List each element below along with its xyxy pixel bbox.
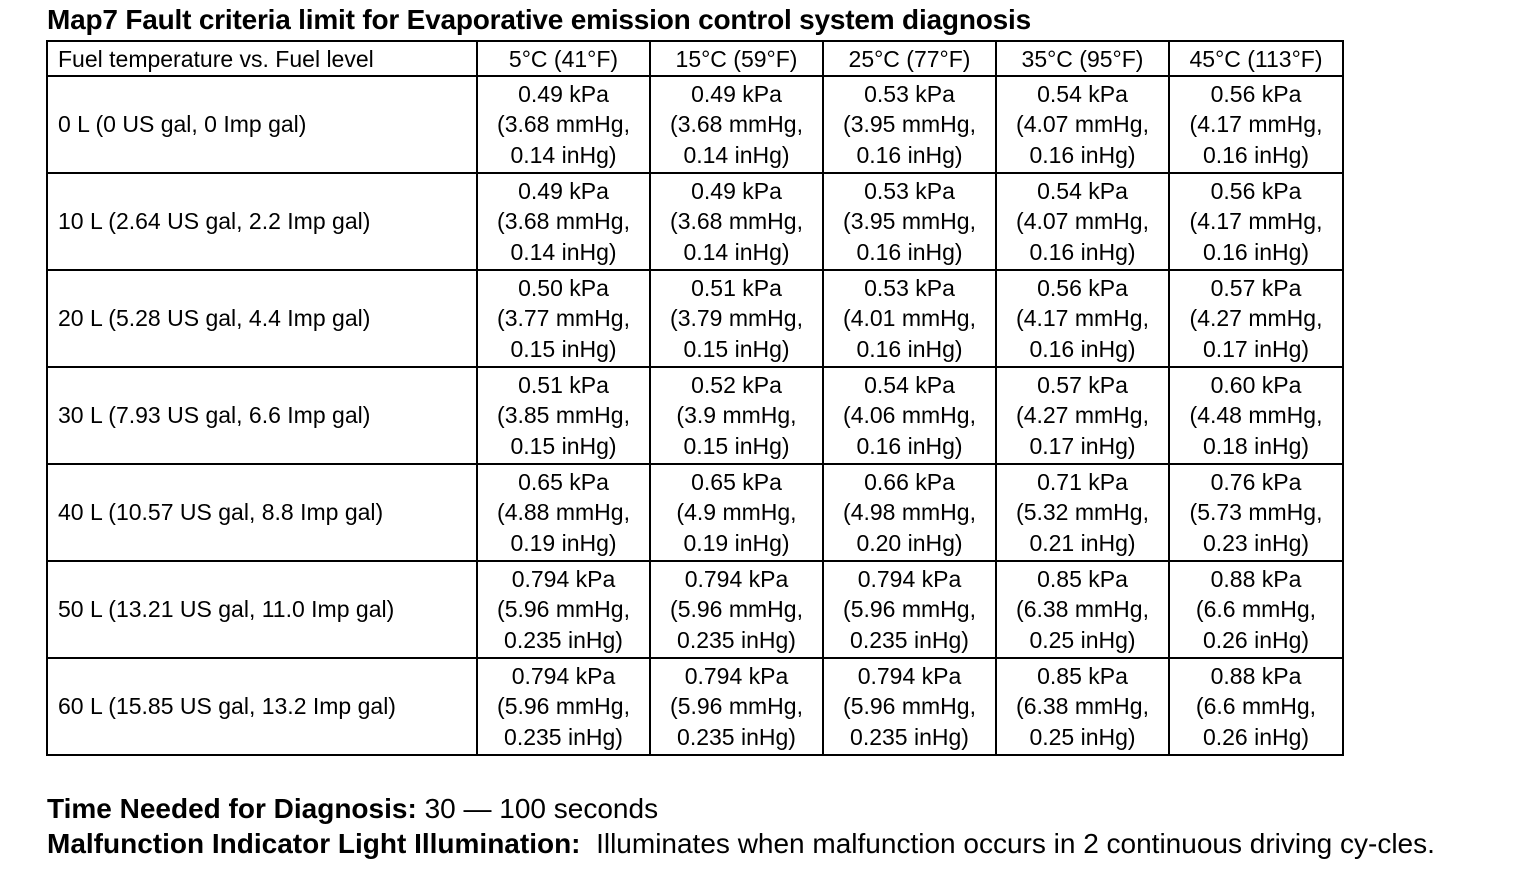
kpa-value: 0.50 kPa <box>518 274 609 301</box>
pressure-limit-cell <box>650 76 823 173</box>
kpa-value: 0.794 kPa <box>684 565 789 592</box>
kpa-value: 0.794 kPa <box>684 662 789 689</box>
mil-illumination-label: Malfunction Indicator Light Illumination: <box>47 828 581 859</box>
kpa-value: 0.53 kPa <box>864 80 955 107</box>
pressure-limit-cell <box>650 173 823 270</box>
diagnosis-notes <box>47 791 1507 861</box>
corner-header: Fuel temperature vs. Fuel level <box>47 41 477 76</box>
inhg-value: 0.25 inHg) <box>1029 723 1136 750</box>
inhg-value: 0.26 inHg) <box>1202 626 1310 653</box>
mmhg-value: (4.27 mmHg, <box>1189 305 1323 332</box>
mmhg-value: (4.27 mmHg, <box>1016 402 1149 429</box>
pressure-limit-cell <box>477 561 650 658</box>
kpa-value: 0.51 kPa <box>691 274 782 301</box>
time-needed-value: 30 — 100 seconds <box>416 793 659 824</box>
fault-criteria-table <box>46 40 1344 756</box>
pressure-limit-cell <box>1169 76 1343 173</box>
mmhg-value: (4.48 mmHg, <box>1189 402 1323 429</box>
table-row <box>47 464 1343 561</box>
pressure-limit-cell <box>477 76 650 173</box>
mmhg-value: (5.96 mmHg, <box>497 693 630 720</box>
column-header: 15°C (59°F) <box>650 41 823 76</box>
mmhg-value: (5.73 mmHg, <box>1189 499 1323 526</box>
kpa-value: 0.54 kPa <box>1037 80 1128 107</box>
kpa-value: 0.60 kPa <box>1210 371 1302 398</box>
inhg-value: 0.19 inHg) <box>683 529 790 556</box>
pressure-limit-cell <box>996 367 1169 464</box>
mmhg-value: (3.68 mmHg, <box>497 111 630 138</box>
inhg-value: 0.18 inHg) <box>1202 432 1310 459</box>
kpa-value: 0.794 kPa <box>511 565 616 592</box>
column-header: 25°C (77°F) <box>823 41 996 76</box>
kpa-value: 0.54 kPa <box>864 371 955 398</box>
mmhg-value: (5.96 mmHg, <box>670 693 803 720</box>
inhg-value: 0.16 inHg) <box>1202 141 1310 168</box>
inhg-value: 0.16 inHg) <box>856 432 963 459</box>
pressure-limit-cell <box>650 270 823 367</box>
inhg-value: 0.15 inHg) <box>683 335 790 362</box>
kpa-value: 0.85 kPa <box>1037 662 1128 689</box>
mmhg-value: (4.07 mmHg, <box>1016 111 1149 138</box>
mmhg-value: (3.95 mmHg, <box>843 111 976 138</box>
pressure-limit-cell <box>650 464 823 561</box>
kpa-value: 0.794 kPa <box>511 662 616 689</box>
inhg-value: 0.23 inHg) <box>1202 529 1310 556</box>
pressure-limit-cell <box>996 561 1169 658</box>
table-row <box>47 270 1343 367</box>
pressure-limit-cell <box>1169 173 1343 270</box>
pressure-limit-cell <box>823 561 996 658</box>
kpa-value: 0.54 kPa <box>1037 177 1128 204</box>
mmhg-value: (4.98 mmHg, <box>843 499 976 526</box>
kpa-value: 0.88 kPa <box>1210 662 1302 689</box>
kpa-value: 0.66 kPa <box>864 468 955 495</box>
kpa-value: 0.76 kPa <box>1210 468 1302 495</box>
kpa-value: 0.52 kPa <box>691 371 782 398</box>
inhg-value: 0.16 inHg) <box>1029 141 1136 168</box>
table-body <box>47 76 1343 755</box>
pressure-limit-cell <box>996 270 1169 367</box>
kpa-value: 0.65 kPa <box>691 468 782 495</box>
kpa-value: 0.71 kPa <box>1037 468 1128 495</box>
kpa-value: 0.57 kPa <box>1210 274 1302 301</box>
mmhg-value: (6.6 mmHg, <box>1195 693 1317 720</box>
fuel-level-label: 0 L (0 US gal, 0 Imp gal) <box>47 76 477 173</box>
pressure-limit-cell <box>996 173 1169 270</box>
inhg-value: 0.14 inHg) <box>510 238 617 265</box>
inhg-value: 0.26 inHg) <box>1202 723 1310 750</box>
kpa-value: 0.49 kPa <box>518 177 609 204</box>
pressure-limit-cell <box>1169 270 1343 367</box>
table-row <box>47 658 1343 755</box>
kpa-value: 0.56 kPa <box>1037 274 1128 301</box>
fuel-level-label: 40 L (10.57 US gal, 8.8 Imp gal) <box>47 464 477 561</box>
pressure-limit-cell <box>823 76 996 173</box>
inhg-value: 0.19 inHg) <box>510 529 617 556</box>
inhg-value: 0.20 inHg) <box>856 529 963 556</box>
inhg-value: 0.235 inHg) <box>850 626 969 653</box>
kpa-value: 0.88 kPa <box>1210 565 1302 592</box>
pressure-limit-cell <box>996 464 1169 561</box>
mmhg-value: (5.96 mmHg, <box>843 596 976 623</box>
pressure-limit-cell <box>477 173 650 270</box>
fuel-level-label: 20 L (5.28 US gal, 4.4 Imp gal) <box>47 270 477 367</box>
pressure-limit-cell <box>1169 464 1343 561</box>
inhg-value: 0.16 inHg) <box>1029 335 1136 362</box>
kpa-value: 0.49 kPa <box>691 80 782 107</box>
fuel-level-label: 10 L (2.64 US gal, 2.2 Imp gal) <box>47 173 477 270</box>
kpa-value: 0.794 kPa <box>857 565 962 592</box>
table-row <box>47 561 1343 658</box>
pressure-limit-cell <box>650 561 823 658</box>
inhg-value: 0.15 inHg) <box>683 432 790 459</box>
fuel-level-label: 50 L (13.21 US gal, 11.0 Imp gal) <box>47 561 477 658</box>
inhg-value: 0.15 inHg) <box>510 335 617 362</box>
kpa-value: 0.56 kPa <box>1210 177 1302 204</box>
pressure-limit-cell <box>823 658 996 755</box>
pressure-limit-cell <box>650 367 823 464</box>
mmhg-value: (4.07 mmHg, <box>1016 208 1149 235</box>
inhg-value: 0.16 inHg) <box>1029 238 1136 265</box>
pressure-limit-cell <box>477 658 650 755</box>
mmhg-value: (3.9 mmHg, <box>676 402 797 429</box>
mmhg-value: (3.85 mmHg, <box>497 402 630 429</box>
pressure-limit-cell <box>823 464 996 561</box>
mmhg-value: (4.9 mmHg, <box>676 499 797 526</box>
pressure-limit-cell <box>1169 561 1343 658</box>
inhg-value: 0.235 inHg) <box>850 723 969 750</box>
inhg-value: 0.16 inHg) <box>856 141 963 168</box>
mmhg-value: (6.38 mmHg, <box>1016 693 1149 720</box>
kpa-value: 0.65 kPa <box>518 468 609 495</box>
inhg-value: 0.14 inHg) <box>683 141 790 168</box>
pressure-limit-cell <box>823 367 996 464</box>
kpa-value: 0.57 kPa <box>1037 371 1128 398</box>
kpa-value: 0.53 kPa <box>864 274 955 301</box>
page-title: Map7 Fault criteria limit for Evaporative emission control system diagnosis <box>47 4 1031 35</box>
inhg-value: 0.16 inHg) <box>856 238 963 265</box>
inhg-value: 0.15 inHg) <box>510 432 617 459</box>
inhg-value: 0.14 inHg) <box>510 141 617 168</box>
kpa-value: 0.56 kPa <box>1210 80 1302 107</box>
mmhg-value: (4.17 mmHg, <box>1189 208 1323 235</box>
pressure-limit-cell <box>477 464 650 561</box>
mil-illumination-value: Illuminates when malfunction occurs in 2 continuous driving cy-cles. <box>580 828 1435 859</box>
mmhg-value: (3.95 mmHg, <box>843 208 976 235</box>
mmhg-value: (5.96 mmHg, <box>497 596 630 623</box>
kpa-value: 0.51 kPa <box>518 371 609 398</box>
table-row <box>47 173 1343 270</box>
pressure-limit-cell <box>477 367 650 464</box>
mmhg-value: (3.68 mmHg, <box>670 208 803 235</box>
pressure-limit-cell <box>996 658 1169 755</box>
kpa-value: 0.49 kPa <box>691 177 782 204</box>
mmhg-value: (6.6 mmHg, <box>1195 596 1317 623</box>
inhg-value: 0.235 inHg) <box>504 626 623 653</box>
mmhg-value: (5.32 mmHg, <box>1016 499 1149 526</box>
kpa-value: 0.53 kPa <box>864 177 955 204</box>
inhg-value: 0.235 inHg) <box>677 723 796 750</box>
mmhg-value: (3.68 mmHg, <box>497 208 630 235</box>
mmhg-value: (4.17 mmHg, <box>1189 111 1323 138</box>
inhg-value: 0.21 inHg) <box>1029 529 1136 556</box>
kpa-value: 0.85 kPa <box>1037 565 1128 592</box>
time-needed-line <box>47 791 1507 826</box>
kpa-value: 0.49 kPa <box>518 80 609 107</box>
column-header: 45°C (113°F) <box>1169 41 1343 76</box>
pressure-limit-cell <box>823 173 996 270</box>
pressure-limit-cell <box>823 270 996 367</box>
pressure-limit-cell <box>996 76 1169 173</box>
fuel-level-label: 60 L (15.85 US gal, 13.2 Imp gal) <box>47 658 477 755</box>
pressure-limit-cell <box>477 270 650 367</box>
mmhg-value: (5.96 mmHg, <box>843 693 976 720</box>
mmhg-value: (5.96 mmHg, <box>670 596 803 623</box>
pressure-limit-cell <box>650 658 823 755</box>
mmhg-value: (6.38 mmHg, <box>1016 596 1149 623</box>
mmhg-value: (3.68 mmHg, <box>670 111 803 138</box>
fuel-level-label: 30 L (7.93 US gal, 6.6 Imp gal) <box>47 367 477 464</box>
mmhg-value: (3.79 mmHg, <box>670 305 803 332</box>
mmhg-value: (4.06 mmHg, <box>843 402 976 429</box>
mmhg-value: (4.17 mmHg, <box>1016 305 1149 332</box>
table-row <box>47 76 1343 173</box>
pressure-limit-cell <box>1169 658 1343 755</box>
table-row <box>47 367 1343 464</box>
inhg-value: 0.235 inHg) <box>504 723 623 750</box>
mmhg-value: (4.88 mmHg, <box>497 499 630 526</box>
mil-illumination-line <box>47 826 1507 861</box>
time-needed-label: Time Needed for Diagnosis: <box>47 793 417 824</box>
inhg-value: 0.235 inHg) <box>677 626 796 653</box>
inhg-value: 0.17 inHg) <box>1202 335 1310 362</box>
mmhg-value: (3.77 mmHg, <box>497 305 630 332</box>
inhg-value: 0.14 inHg) <box>683 238 790 265</box>
kpa-value: 0.794 kPa <box>857 662 962 689</box>
inhg-value: 0.25 inHg) <box>1029 626 1136 653</box>
mmhg-value: (4.01 mmHg, <box>843 305 976 332</box>
column-header: 35°C (95°F) <box>996 41 1169 76</box>
pressure-limit-cell <box>1169 367 1343 464</box>
table-header-row <box>47 41 1343 76</box>
inhg-value: 0.16 inHg) <box>856 335 963 362</box>
inhg-value: 0.17 inHg) <box>1029 432 1136 459</box>
inhg-value: 0.16 inHg) <box>1202 238 1310 265</box>
column-header: 5°C (41°F) <box>477 41 650 76</box>
